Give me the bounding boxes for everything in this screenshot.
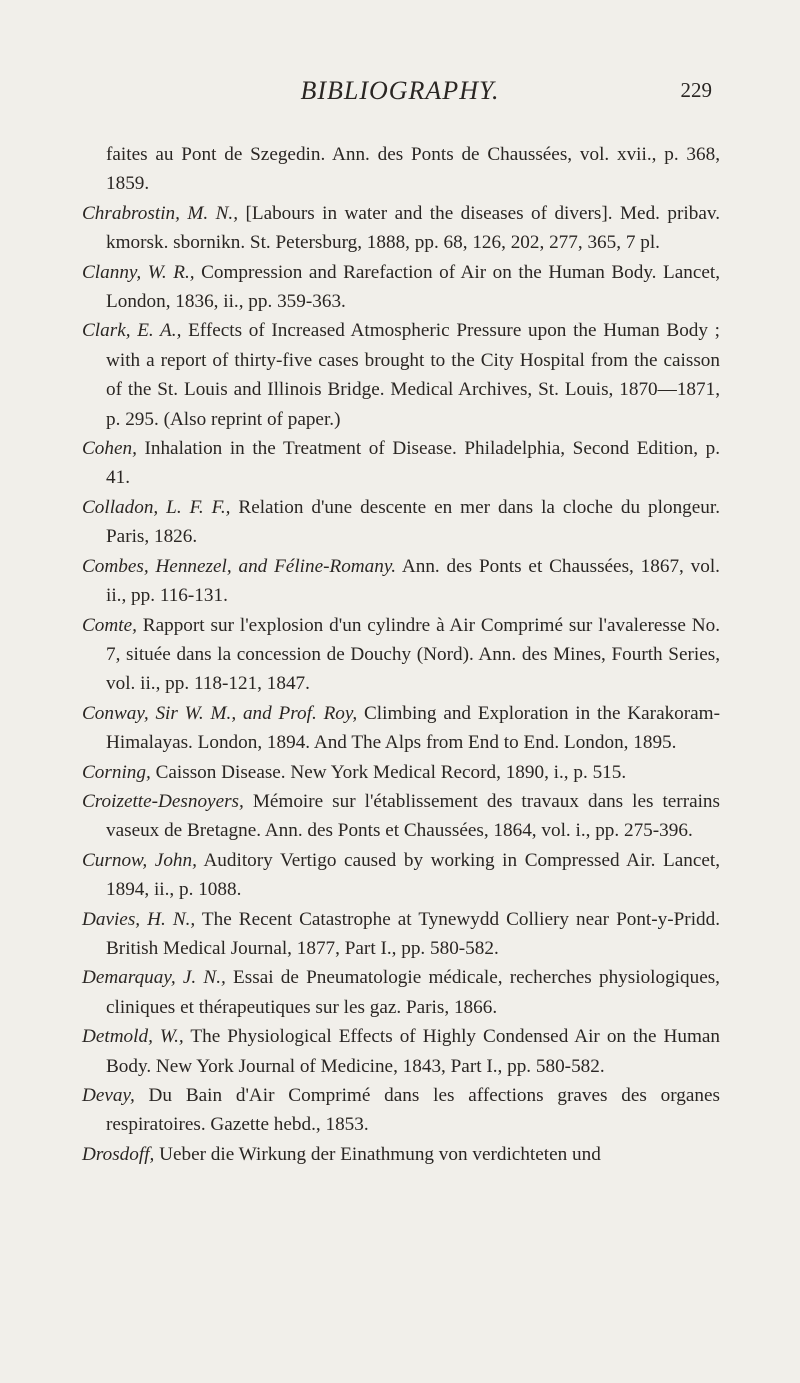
entry-author: Detmold, W.,: [82, 1026, 184, 1048]
entry-author: Davies, H. N.,: [82, 908, 196, 930]
entry-author: Cohen,: [82, 438, 137, 460]
bibliography-entry: [82, 552, 720, 611]
entry-author: Devay,: [82, 1085, 135, 1106]
entry-text: [Labours in water and the diseases of divers]. Med. pribav. kmorsk. sbornikn. St. Petersburg, 1888, pp. 68, 126, 202, 277, 365, 7 pl.: [106, 202, 720, 254]
entry-text: Compression and Rarefaction of Air on the Human Body. Lancet, London, 1836, ii., pp. 359-363.: [106, 261, 720, 313]
bibliography-entry: [82, 787, 720, 846]
entry-text: Caisson Disease. New York Medical Record, 1890, i., p. 515.: [150, 761, 627, 783]
bibliography-entry: [82, 846, 720, 905]
entry-text: Rapport sur l'explosion d'un cylindre à Air Comprimé sur l'avaleresse No. 7, située dans la concession de Douchy (Nord). Ann. des Mines, Fourth Series, vol. ii., pp. 118-121, 1847.: [106, 614, 720, 695]
entry-author: Combes, Hennezel, and Féline-Romany.: [82, 555, 397, 577]
bibliography-entry: [82, 611, 720, 699]
entry-text: Ann. des Ponts et Chaussées, 1867, vol. ii., pp. 116-131.: [106, 555, 720, 607]
entry-author: Clanny, W. R.,: [82, 261, 195, 283]
entry-author: Colladon, L. F. F.,: [82, 496, 231, 518]
bibliography-entry: [82, 199, 720, 258]
entry-text: Effects of Increased Atmospheric Pressure upon the Human Body ; with a report of thirty-five cases brought to the City Hospital from the caisson of the St. Louis and Illinois Bridge. Medical Archives, St. Louis, 1870—1871, p. 295. (Also reprint of paper.): [106, 320, 720, 430]
entry-text: Du Bain d'Air Comprimé dans les affections graves des organes respiratoires. Gazette hebd., 1853.: [106, 1085, 720, 1136]
bibliography-entry: [82, 1081, 720, 1140]
entry-author: Clark, E. A.,: [82, 320, 182, 342]
entry-text: The Physiological Effects of Highly Condensed Air on the Human Body. New York Journal of Medicine, 1843, Part I., pp. 580-582.: [106, 1026, 720, 1077]
entry-author: Demarquay, J. N.,: [82, 967, 226, 989]
bibliography-entry: [82, 140, 720, 199]
bibliography-entry: [82, 493, 720, 552]
entry-text: Essai de Pneumatologie médicale, recherches physiologiques, cliniques et thérapeutiques sur les gaz. Paris, 1866.: [106, 967, 720, 1018]
bibliography-entry: [82, 758, 720, 787]
entry-author: Curnow, John,: [82, 849, 197, 871]
bibliography-entry: [82, 699, 720, 758]
entry-text: Mémoire sur l'établissement des travaux dans les terrains vaseux de Bretagne. Ann. des Ponts et Chaussées, 1864, vol. i., pp. 275-396.: [106, 790, 720, 842]
bibliography-list: [82, 140, 720, 1169]
entry-text: The Recent Catastrophe at Tynewydd Colliery near Pont-y-Pridd. British Medical Journal, 1877, Part I., pp. 580-582.: [106, 908, 721, 959]
entry-text: Climbing and Exploration in the Karakoram-Himalayas. London, 1894. And The Alps from End to End. London, 1895.: [106, 702, 720, 754]
entry-author: Croizette-Desnoyers,: [82, 790, 244, 812]
entry-author: Chrabrostin, M. N.,: [82, 202, 238, 224]
entry-author: Comte,: [82, 614, 137, 636]
entry-author: Drosdoff,: [82, 1143, 155, 1165]
entry-text: faites au Pont de Szegedin. Ann. des Ponts de Chaussées, vol. xvii., p. 368, 1859.: [106, 144, 720, 195]
page-number: 229: [680, 78, 712, 102]
entry-author: Corning,: [82, 761, 151, 783]
bibliography-entry: [82, 258, 720, 317]
entry-text: Inhalation in the Treatment of Disease. Philadelphia, Second Edition, p. 41.: [106, 438, 720, 489]
bibliography-entry: [82, 963, 720, 1022]
bibliography-entry: [82, 905, 720, 964]
entry-text: Ueber die Wirkung der Einathmung von verdichteten und: [154, 1143, 601, 1165]
running-head: [0, 72, 800, 112]
page-title: BIBLIOGRAPHY.: [300, 76, 500, 105]
bibliography-entry: [82, 1022, 720, 1081]
entry-author: Conway, Sir W. M., and Prof. Roy,: [82, 702, 358, 724]
bibliography-entry: [82, 434, 720, 493]
bibliography-entry: [82, 1140, 720, 1169]
bibliography-entry: [82, 316, 720, 434]
entry-text: Auditory Vertigo caused by working in Compressed Air. Lancet, 1894, ii., p. 1088.: [106, 849, 720, 901]
entry-text: Relation d'une descente en mer dans la cloche du plongeur. Paris, 1826.: [106, 496, 720, 548]
